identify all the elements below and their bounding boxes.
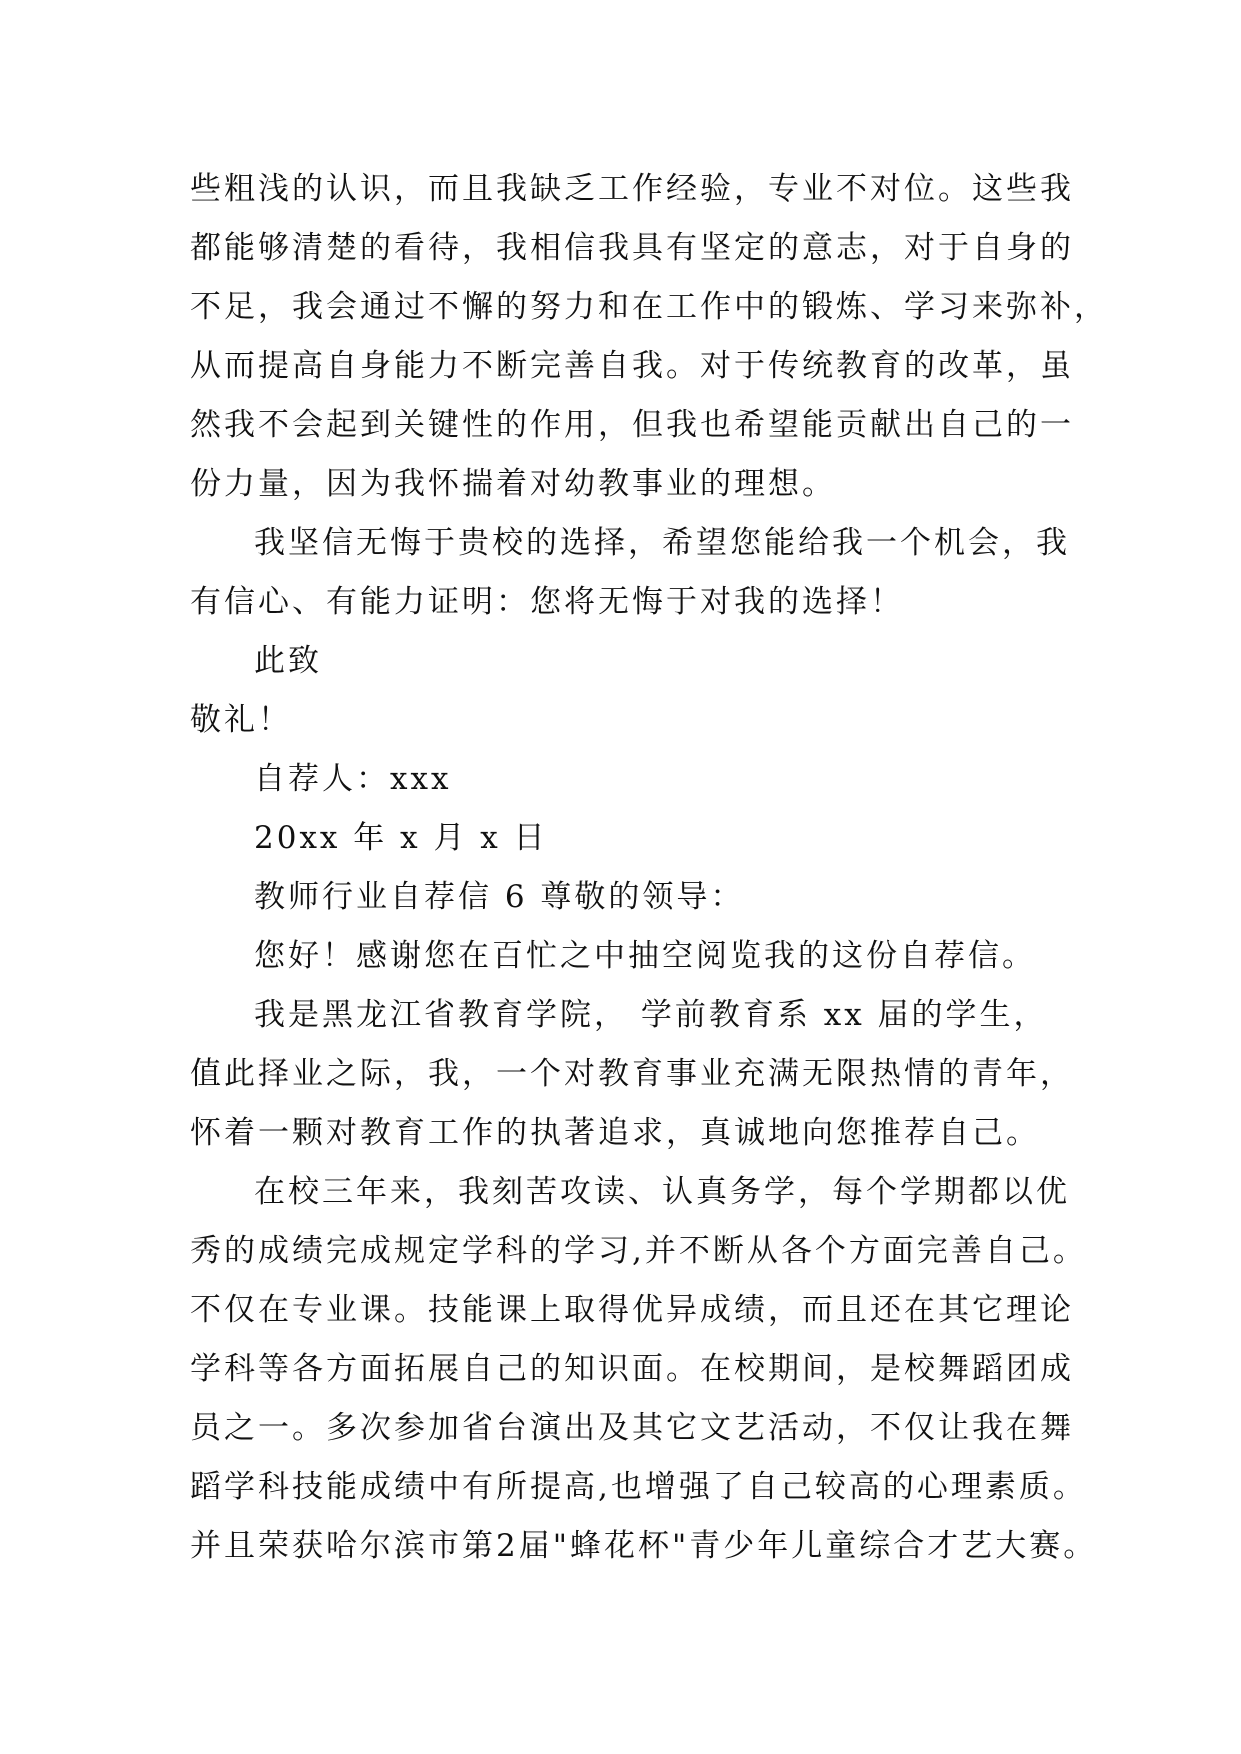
text-line: 值此择业之际，我，一个对教育事业充满无限热情的青年， (190, 1056, 1074, 1092)
text-line: 学科等各方面拓展自己的知识面。在校期间，是校舞蹈团成 (190, 1351, 1074, 1387)
text-line: 我坚信无悔于贵校的选择，希望您能给我一个机会，我 (254, 525, 1070, 561)
greeting-line: 您好！感谢您在百忙之中抽空阅览我的这份自荐信。 (254, 938, 1036, 974)
text-line: 些粗浅的认识，而且我缺乏工作经验，专业不对位。这些我 (190, 171, 1074, 207)
text-line: 都能够清楚的看待，我相信我具有坚定的意志，对于自身的 (190, 230, 1074, 266)
text-line: 秀的成绩完成规定学科的学习,并不断从各个方面完善自己。 (190, 1233, 1087, 1269)
text-line: 我是黑龙江省教育学院， 学前教育系 xx 届的学生， (254, 997, 1048, 1033)
text-line: 不足，我会通过不懈的努力和在工作中的锻炼、学习来弥补， (190, 289, 1108, 325)
signature-name: 自荐人：xxx (254, 761, 452, 797)
letter-body (190, 160, 1108, 1576)
text-line: 怀着一颗对教育工作的执著追求，真诚地向您推荐自己。 (190, 1115, 1040, 1151)
signature-date: 20xx 年 x 月 x 日 (254, 820, 548, 856)
closing-salutation: 此致 (254, 643, 322, 679)
text-line: 然我不会起到关键性的作用，但我也希望能贡献出自己的一 (190, 407, 1074, 443)
text-line: 蹈学科技能成绩中有所提高,也增强了自己较高的心理素质。 (190, 1469, 1087, 1505)
text-line: 份力量，因为我怀揣着对幼教事业的理想。 (190, 466, 836, 502)
text-line: 员之一。多次参加省台演出及其它文艺活动，不仅让我在舞 (190, 1410, 1074, 1446)
text-line: 从而提高自身能力不断完善自我。对于传统教育的改革，虽 (190, 348, 1074, 384)
text-line: 有信心、有能力证明：您将无悔于对我的选择！ (190, 584, 904, 620)
closing-respect: 敬礼！ (190, 702, 292, 738)
text-line: 在校三年来，我刻苦攻读、认真务学，每个学期都以优 (254, 1174, 1070, 1210)
text-line: 并且荣获哈尔滨市第2届"蜂花杯"青少年儿童综合才艺大赛。 (190, 1528, 1098, 1564)
section-heading: 教师行业自荐信 6 尊敬的领导： (254, 879, 745, 915)
text-line: 不仅在专业课。技能课上取得优异成绩，而且还在其它理论 (190, 1292, 1074, 1328)
